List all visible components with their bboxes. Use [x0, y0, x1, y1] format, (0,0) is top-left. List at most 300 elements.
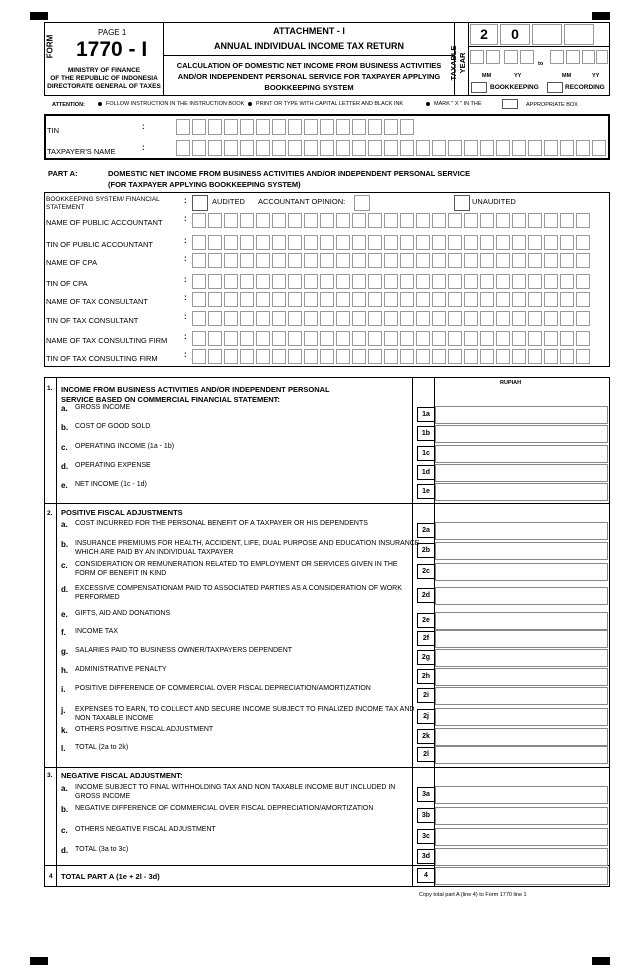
line-item-letter: b. [61, 423, 69, 432]
tin-public-accountant-box[interactable] [224, 235, 238, 250]
tin-digit-box[interactable] [320, 119, 334, 135]
name-tax-consultant-box[interactable] [400, 292, 414, 307]
amount-input-4[interactable] [435, 867, 608, 885]
name-tax-consulting-firm-box[interactable] [352, 331, 366, 346]
name-char-box[interactable] [592, 140, 606, 156]
amount-input-2i[interactable] [435, 687, 608, 705]
name-public-accountant-label: NAME OF PUBLIC ACCOUNTANT [46, 218, 163, 227]
tin-tax-consultant-box[interactable] [480, 311, 494, 326]
tin-digit-box[interactable] [256, 119, 270, 135]
name-public-accountant-box[interactable] [528, 213, 542, 228]
name-char-box[interactable] [560, 140, 574, 156]
year-digit-3[interactable] [532, 24, 562, 45]
tin-tax-consultant-box[interactable] [464, 311, 478, 326]
line-code-2h: 2h [417, 669, 435, 684]
amount-input-3d[interactable] [435, 848, 608, 866]
tin-tax-consulting-firm-box[interactable] [272, 349, 286, 364]
tin-tax-consultant-box[interactable] [192, 311, 206, 326]
tin-tax-consulting-firm-box[interactable] [416, 349, 430, 364]
unaudited-label: UNAUDITED [472, 197, 516, 206]
name-cpa-box[interactable] [544, 253, 558, 268]
tin-tax-consulting-firm-box[interactable] [368, 349, 382, 364]
name-tax-consulting-firm-box[interactable] [560, 331, 574, 346]
name-tax-consulting-firm-box[interactable] [368, 331, 382, 346]
tin-cpa-box[interactable] [192, 274, 206, 289]
tin-tax-consultant-box[interactable] [256, 311, 270, 326]
tin-cpa-box[interactable] [416, 274, 430, 289]
amount-input-1c[interactable] [435, 445, 608, 463]
name-tax-consulting-firm-box[interactable] [272, 331, 286, 346]
name-tax-consultant-box[interactable] [320, 292, 334, 307]
tin-tax-consulting-firm-box[interactable] [352, 349, 366, 364]
name-tax-consulting-firm-box[interactable] [320, 331, 334, 346]
name-cpa-box[interactable] [256, 253, 270, 268]
tin-cpa-box[interactable] [576, 274, 590, 289]
tin-cpa-box[interactable] [448, 274, 462, 289]
name-cpa-box[interactable] [384, 253, 398, 268]
name-char-box[interactable] [224, 140, 238, 156]
year-digit-2[interactable] [500, 24, 530, 45]
name-tax-consultant-box[interactable] [224, 292, 238, 307]
year-digit-1[interactable] [470, 24, 498, 45]
tin-tax-consultant-box[interactable] [368, 311, 382, 326]
year-digit-4[interactable] [564, 24, 594, 45]
tin-tax-consultant-box[interactable] [416, 311, 430, 326]
name-tax-consulting-firm-box[interactable] [304, 331, 318, 346]
name-char-box[interactable] [384, 140, 398, 156]
name-cpa-box[interactable] [240, 253, 254, 268]
name-char-box[interactable] [496, 140, 510, 156]
tin-tax-consulting-firm-box[interactable] [400, 349, 414, 364]
period-start-mm-2[interactable] [486, 50, 500, 64]
name-tax-consultant-box[interactable] [272, 292, 286, 307]
name-char-box[interactable] [272, 140, 286, 156]
tin-tax-consulting-firm-box[interactable] [496, 349, 510, 364]
name-char-box[interactable] [368, 140, 382, 156]
tin-cpa-box[interactable] [512, 274, 526, 289]
name-public-accountant-box[interactable] [288, 213, 302, 228]
name-tax-consulting-firm-box[interactable] [240, 331, 254, 346]
name-char-box[interactable] [448, 140, 462, 156]
amount-input-2d[interactable] [435, 587, 608, 605]
amount-input-2l[interactable] [435, 746, 608, 764]
name-cpa-box[interactable] [320, 253, 334, 268]
tin-tax-consulting-firm-box[interactable] [304, 349, 318, 364]
name-tax-consulting-firm-box[interactable] [400, 331, 414, 346]
tin-tax-consultant-box[interactable] [528, 311, 542, 326]
tin-public-accountant-box[interactable] [480, 235, 494, 250]
tin-tax-consultant-box[interactable] [288, 311, 302, 326]
tin-tax-consulting-firm-box[interactable] [560, 349, 574, 364]
amount-input-1a[interactable] [435, 406, 608, 424]
name-cpa-box[interactable] [352, 253, 366, 268]
tin-tax-consulting-firm-box[interactable] [512, 349, 526, 364]
tin-cpa-box[interactable] [224, 274, 238, 289]
tin-tax-consulting-firm-box[interactable] [256, 349, 270, 364]
name-public-accountant-box[interactable] [464, 213, 478, 228]
name-public-accountant-box[interactable] [384, 213, 398, 228]
period-end-yy-2[interactable] [596, 50, 608, 64]
attention-item-2 [248, 101, 403, 107]
name-char-box[interactable] [544, 140, 558, 156]
line-item-text: OPERATING INCOME (1a - 1b) [75, 443, 175, 450]
name-tax-consulting-firm-box[interactable] [576, 331, 590, 346]
tin-digit-box[interactable] [352, 119, 366, 135]
tin-public-accountant-box[interactable] [256, 235, 270, 250]
tin-cpa-box[interactable] [336, 274, 350, 289]
name-tax-consulting-firm-box[interactable] [464, 331, 478, 346]
tin-public-accountant-box[interactable] [400, 235, 414, 250]
tin-public-accountant-box[interactable] [208, 235, 222, 250]
name-cpa-box[interactable] [416, 253, 430, 268]
name-public-accountant-box[interactable] [192, 213, 206, 228]
amount-input-2f[interactable] [435, 630, 608, 648]
amount-input-2k[interactable] [435, 728, 608, 746]
name-public-accountant-box[interactable] [352, 213, 366, 228]
name-public-accountant-box[interactable] [400, 213, 414, 228]
name-public-accountant-box[interactable] [368, 213, 382, 228]
name-cpa-box[interactable] [288, 253, 302, 268]
name-cpa-box[interactable] [432, 253, 446, 268]
tin-cpa-box[interactable] [432, 274, 446, 289]
tin-cpa-box[interactable] [368, 274, 382, 289]
tin-tax-consulting-firm-box[interactable] [208, 349, 222, 364]
tin-digit-box[interactable] [304, 119, 318, 135]
tin-tax-consultant-box[interactable] [320, 311, 334, 326]
tin-public-accountant-box[interactable] [288, 235, 302, 250]
tin-cpa-box[interactable] [464, 274, 478, 289]
name-cpa-box[interactable] [208, 253, 222, 268]
period-end-mm-2[interactable] [566, 50, 580, 64]
name-public-accountant-box[interactable] [576, 213, 590, 228]
tin-public-accountant-box[interactable] [576, 235, 590, 250]
tin-tax-consultant-box[interactable] [304, 311, 318, 326]
amount-input-1d[interactable] [435, 464, 608, 482]
tin-cpa-box[interactable] [544, 274, 558, 289]
tin-public-accountant-box[interactable] [368, 235, 382, 250]
tin-tax-consultant-box[interactable] [384, 311, 398, 326]
line-code-2d: 2d [417, 588, 435, 603]
tin-tax-consulting-firm-box[interactable] [576, 349, 590, 364]
name-cpa-box[interactable] [400, 253, 414, 268]
tin-tax-consultant-box[interactable] [576, 311, 590, 326]
tin-cpa-box[interactable] [240, 274, 254, 289]
tin-tax-consultant-box[interactable] [352, 311, 366, 326]
name-tax-consulting-firm-box[interactable] [224, 331, 238, 346]
name-tax-consulting-firm-box[interactable] [528, 331, 542, 346]
name-public-accountant-box[interactable] [448, 213, 462, 228]
tin-public-accountant-box[interactable] [560, 235, 574, 250]
name-cpa-box[interactable] [528, 253, 542, 268]
tin-public-accountant-box[interactable] [544, 235, 558, 250]
amount-input-2c[interactable] [435, 563, 608, 581]
name-cpa-box[interactable] [512, 253, 526, 268]
amount-input-2b[interactable] [435, 542, 608, 560]
name-char-box[interactable] [288, 140, 302, 156]
name-tax-consultant-box[interactable] [336, 292, 350, 307]
name-cpa-box[interactable] [224, 253, 238, 268]
name-char-box[interactable] [576, 140, 590, 156]
tin-cpa-box[interactable] [256, 274, 270, 289]
tin-cpa-box[interactable] [384, 274, 398, 289]
name-tax-consultant-box[interactable] [304, 292, 318, 307]
line-item-text: SALARIES PAID TO BUSINESS OWNER/TAXPAYERS DEPENDENT [75, 647, 293, 654]
unaudited-checkbox[interactable] [454, 195, 470, 211]
tin-public-accountant-box[interactable] [528, 235, 542, 250]
name-tax-consulting-firm-box[interactable] [448, 331, 462, 346]
name-tax-consultant-box[interactable] [352, 292, 366, 307]
tin-cpa-box[interactable] [288, 274, 302, 289]
name-tax-consultant-box[interactable] [208, 292, 222, 307]
name-tax-consulting-firm-box[interactable] [480, 331, 494, 346]
name-public-accountant-box[interactable] [480, 213, 494, 228]
name-cpa-box[interactable] [448, 253, 462, 268]
name-char-box[interactable] [480, 140, 494, 156]
tin-tax-consulting-firm-box[interactable] [192, 349, 206, 364]
name-public-accountant-box[interactable] [496, 213, 510, 228]
name-char-box[interactable] [256, 140, 270, 156]
name-tax-consultant-box[interactable] [480, 292, 494, 307]
name-tax-consulting-firm-box[interactable] [432, 331, 446, 346]
name-char-box[interactable] [320, 140, 334, 156]
amount-input-2g[interactable] [435, 649, 608, 667]
line-item-2k [61, 726, 411, 746]
tin-tax-consulting-firm-box[interactable] [240, 349, 254, 364]
tin-public-accountant-box[interactable] [384, 235, 398, 250]
name-public-accountant-box[interactable] [208, 213, 222, 228]
tin-public-accountant-box[interactable] [304, 235, 318, 250]
tin-public-accountant-box[interactable] [192, 235, 206, 250]
tin-tax-consulting-firm-box[interactable] [544, 349, 558, 364]
tin-tax-consultant-box[interactable] [432, 311, 446, 326]
tin-digit-box[interactable] [384, 119, 398, 135]
name-cpa-box[interactable] [496, 253, 510, 268]
name-tax-consulting-firm-box[interactable] [336, 331, 350, 346]
line-item-2c [61, 561, 411, 581]
tin-cpa-box[interactable] [496, 274, 510, 289]
name-tax-consultant-box[interactable] [496, 292, 510, 307]
tin-public-accountant-box[interactable] [272, 235, 286, 250]
tin-tax-consulting-firm-box[interactable] [528, 349, 542, 364]
name-tax-consultant-box[interactable] [560, 292, 574, 307]
name-tax-consultant-box[interactable] [416, 292, 430, 307]
tin-tax-consulting-firm-box[interactable] [320, 349, 334, 364]
name-cpa-box[interactable] [576, 253, 590, 268]
period-start-yy-2[interactable] [520, 50, 534, 64]
amount-input-2e[interactable] [435, 612, 608, 630]
bookkeeping-label: BOOKKEEPING [490, 84, 539, 91]
name-public-accountant-box[interactable] [512, 213, 526, 228]
name-public-accountant-box[interactable] [560, 213, 574, 228]
tin-tax-consulting-firm-box[interactable] [464, 349, 478, 364]
name-tax-consulting-firm-box[interactable] [416, 331, 430, 346]
tin-tax-consultant-box[interactable] [544, 311, 558, 326]
tin-public-accountant-box[interactable] [432, 235, 446, 250]
tin-tax-consulting-firm-box[interactable] [224, 349, 238, 364]
name-public-accountant-box[interactable] [432, 213, 446, 228]
name-cpa-box[interactable] [272, 253, 286, 268]
name-tax-consultant-box[interactable] [432, 292, 446, 307]
name-public-accountant-box[interactable] [272, 213, 286, 228]
tin-public-accountant-box[interactable] [320, 235, 334, 250]
tin-cpa-box[interactable] [480, 274, 494, 289]
name-char-box[interactable] [352, 140, 366, 156]
name-cpa-box[interactable] [368, 253, 382, 268]
name-char-box[interactable] [528, 140, 542, 156]
appropriate-box-label: APPROPRIATE BOX [526, 102, 578, 108]
name-char-box[interactable] [176, 140, 190, 156]
name-char-box[interactable] [464, 140, 478, 156]
amount-input-1b[interactable] [435, 425, 608, 443]
name-public-accountant-box[interactable] [304, 213, 318, 228]
tin-tax-consulting-firm-box[interactable] [480, 349, 494, 364]
tin-cpa-box[interactable] [352, 274, 366, 289]
name-tax-consulting-firm-box[interactable] [288, 331, 302, 346]
name-tax-consultant-box[interactable] [368, 292, 382, 307]
period-start-yy[interactable] [504, 50, 518, 64]
name-tax-consultant-box[interactable] [288, 292, 302, 307]
name-tax-consultant-box[interactable] [384, 292, 398, 307]
amount-input-3b[interactable] [435, 807, 608, 825]
tin-digit-box[interactable] [224, 119, 238, 135]
name-char-box[interactable] [512, 140, 526, 156]
name-cpa-box[interactable] [560, 253, 574, 268]
name-tax-consultant-box[interactable] [192, 292, 206, 307]
tin-cpa-box[interactable] [320, 274, 334, 289]
tin-public-accountant-box[interactable] [464, 235, 478, 250]
tin-tax-consulting-firm-box[interactable] [448, 349, 462, 364]
amount-input-2h[interactable] [435, 668, 608, 686]
line-item-text: GROSS INCOME [75, 404, 131, 411]
opinion-box[interactable] [354, 195, 370, 211]
amount-input-3a[interactable] [435, 786, 608, 804]
amount-input-2j[interactable] [435, 708, 608, 726]
tin-digit-box[interactable] [368, 119, 382, 135]
tin-public-accountant-box[interactable] [448, 235, 462, 250]
name-tax-consulting-firm-box[interactable] [256, 331, 270, 346]
tin-public-accountant-box[interactable] [512, 235, 526, 250]
name-public-accountant-box[interactable] [416, 213, 430, 228]
tin-digit-box[interactable] [288, 119, 302, 135]
name-tax-consultant-box[interactable] [448, 292, 462, 307]
tin-digit-box[interactable] [176, 119, 190, 135]
tin-public-accountant-box[interactable] [352, 235, 366, 250]
tin-tax-consultant-box[interactable] [272, 311, 286, 326]
period-start-mm[interactable] [470, 50, 484, 64]
amount-input-3c[interactable] [435, 828, 608, 846]
name-tax-consultant-box[interactable] [464, 292, 478, 307]
name-char-box[interactable] [416, 140, 430, 156]
name-public-accountant-box[interactable] [320, 213, 334, 228]
name-char-box[interactable] [304, 140, 318, 156]
name-char-box[interactable] [400, 140, 414, 156]
amount-input-1e[interactable] [435, 483, 608, 501]
name-tax-consultant-box[interactable] [528, 292, 542, 307]
tin-tax-consultant-box[interactable] [448, 311, 462, 326]
name-char-box[interactable] [192, 140, 206, 156]
tin-tax-consultant-box[interactable] [512, 311, 526, 326]
tin-tax-consultant-box[interactable] [336, 311, 350, 326]
name-tax-consultant-box[interactable] [240, 292, 254, 307]
recording-checkbox[interactable] [547, 82, 563, 93]
amount-input-2a[interactable] [435, 522, 608, 540]
tin-tax-consulting-firm-box[interactable] [384, 349, 398, 364]
tin-public-accountant-box[interactable] [336, 235, 350, 250]
name-char-box[interactable] [432, 140, 446, 156]
name-tax-consulting-firm-box[interactable] [496, 331, 510, 346]
name-tax-consulting-firm-box[interactable] [208, 331, 222, 346]
name-public-accountant-box[interactable] [544, 213, 558, 228]
audited-checkbox[interactable] [192, 195, 208, 211]
line-item-letter: l. [61, 744, 66, 753]
tin-cpa-box[interactable] [272, 274, 286, 289]
tin-cpa-box[interactable] [528, 274, 542, 289]
tin-cpa-box[interactable] [208, 274, 222, 289]
tin-public-accountant-box[interactable] [240, 235, 254, 250]
name-public-accountant-box[interactable] [224, 213, 238, 228]
tin-digit-box[interactable] [400, 119, 414, 135]
tin-tax-consultant-box[interactable] [400, 311, 414, 326]
name-tax-consultant-box[interactable] [544, 292, 558, 307]
name-char-box[interactable] [208, 140, 222, 156]
name-tax-consulting-firm-box[interactable] [384, 331, 398, 346]
tin-cpa-box[interactable] [400, 274, 414, 289]
form-number: 1770 - I [76, 38, 148, 61]
tin-digit-box[interactable] [272, 119, 286, 135]
attention-item-1-text: FOLLOW INSTRUCTION IN THE INSTRUCTION BOOK [106, 101, 245, 107]
tin-public-accountant-label: TIN OF PUBLIC ACCOUNTANT [46, 240, 153, 249]
tin-tax-consulting-firm-box[interactable] [432, 349, 446, 364]
tin-digit-box[interactable] [336, 119, 350, 135]
tin-tax-consultant-box[interactable] [560, 311, 574, 326]
name-tax-consulting-firm-box[interactable] [544, 331, 558, 346]
line-code-2e: 2e [417, 613, 435, 628]
period-end-yy[interactable] [582, 50, 595, 64]
name-tax-consultant-box[interactable] [576, 292, 590, 307]
tin-cpa-box[interactable] [304, 274, 318, 289]
tin-digit-box[interactable] [208, 119, 222, 135]
tin-digit-box[interactable] [192, 119, 206, 135]
name-tax-consultant-box[interactable] [512, 292, 526, 307]
tin-tax-consultant-box[interactable] [496, 311, 510, 326]
name-public-accountant-box[interactable] [336, 213, 350, 228]
name-tax-consulting-firm-box[interactable] [192, 331, 206, 346]
tin-tax-consulting-firm-box[interactable] [288, 349, 302, 364]
tin-tax-consultant-box[interactable] [224, 311, 238, 326]
name-cpa-box[interactable] [464, 253, 478, 268]
tin-public-accountant-box[interactable] [416, 235, 430, 250]
bookkeeping-checkbox[interactable] [471, 82, 487, 93]
name-char-box[interactable] [240, 140, 254, 156]
name-tax-consulting-firm-box[interactable] [512, 331, 526, 346]
tin-tax-consultant-box[interactable] [208, 311, 222, 326]
tin-cpa-box[interactable] [560, 274, 574, 289]
tin-tax-consultant-box[interactable] [240, 311, 254, 326]
period-end-mm[interactable] [550, 50, 564, 64]
line-code-2j: 2j [417, 709, 435, 724]
tin-digit-box[interactable] [240, 119, 254, 135]
name-cpa-box[interactable] [336, 253, 350, 268]
tin-tax-consulting-firm-box[interactable] [336, 349, 350, 364]
name-tax-consultant-box[interactable] [256, 292, 270, 307]
name-cpa-box[interactable] [480, 253, 494, 268]
tin-public-accountant-box[interactable] [496, 235, 510, 250]
name-char-box[interactable] [336, 140, 350, 156]
name-public-accountant-box[interactable] [240, 213, 254, 228]
name-cpa-box[interactable] [192, 253, 206, 268]
name-public-accountant-box[interactable] [256, 213, 270, 228]
name-cpa-box[interactable] [304, 253, 318, 268]
